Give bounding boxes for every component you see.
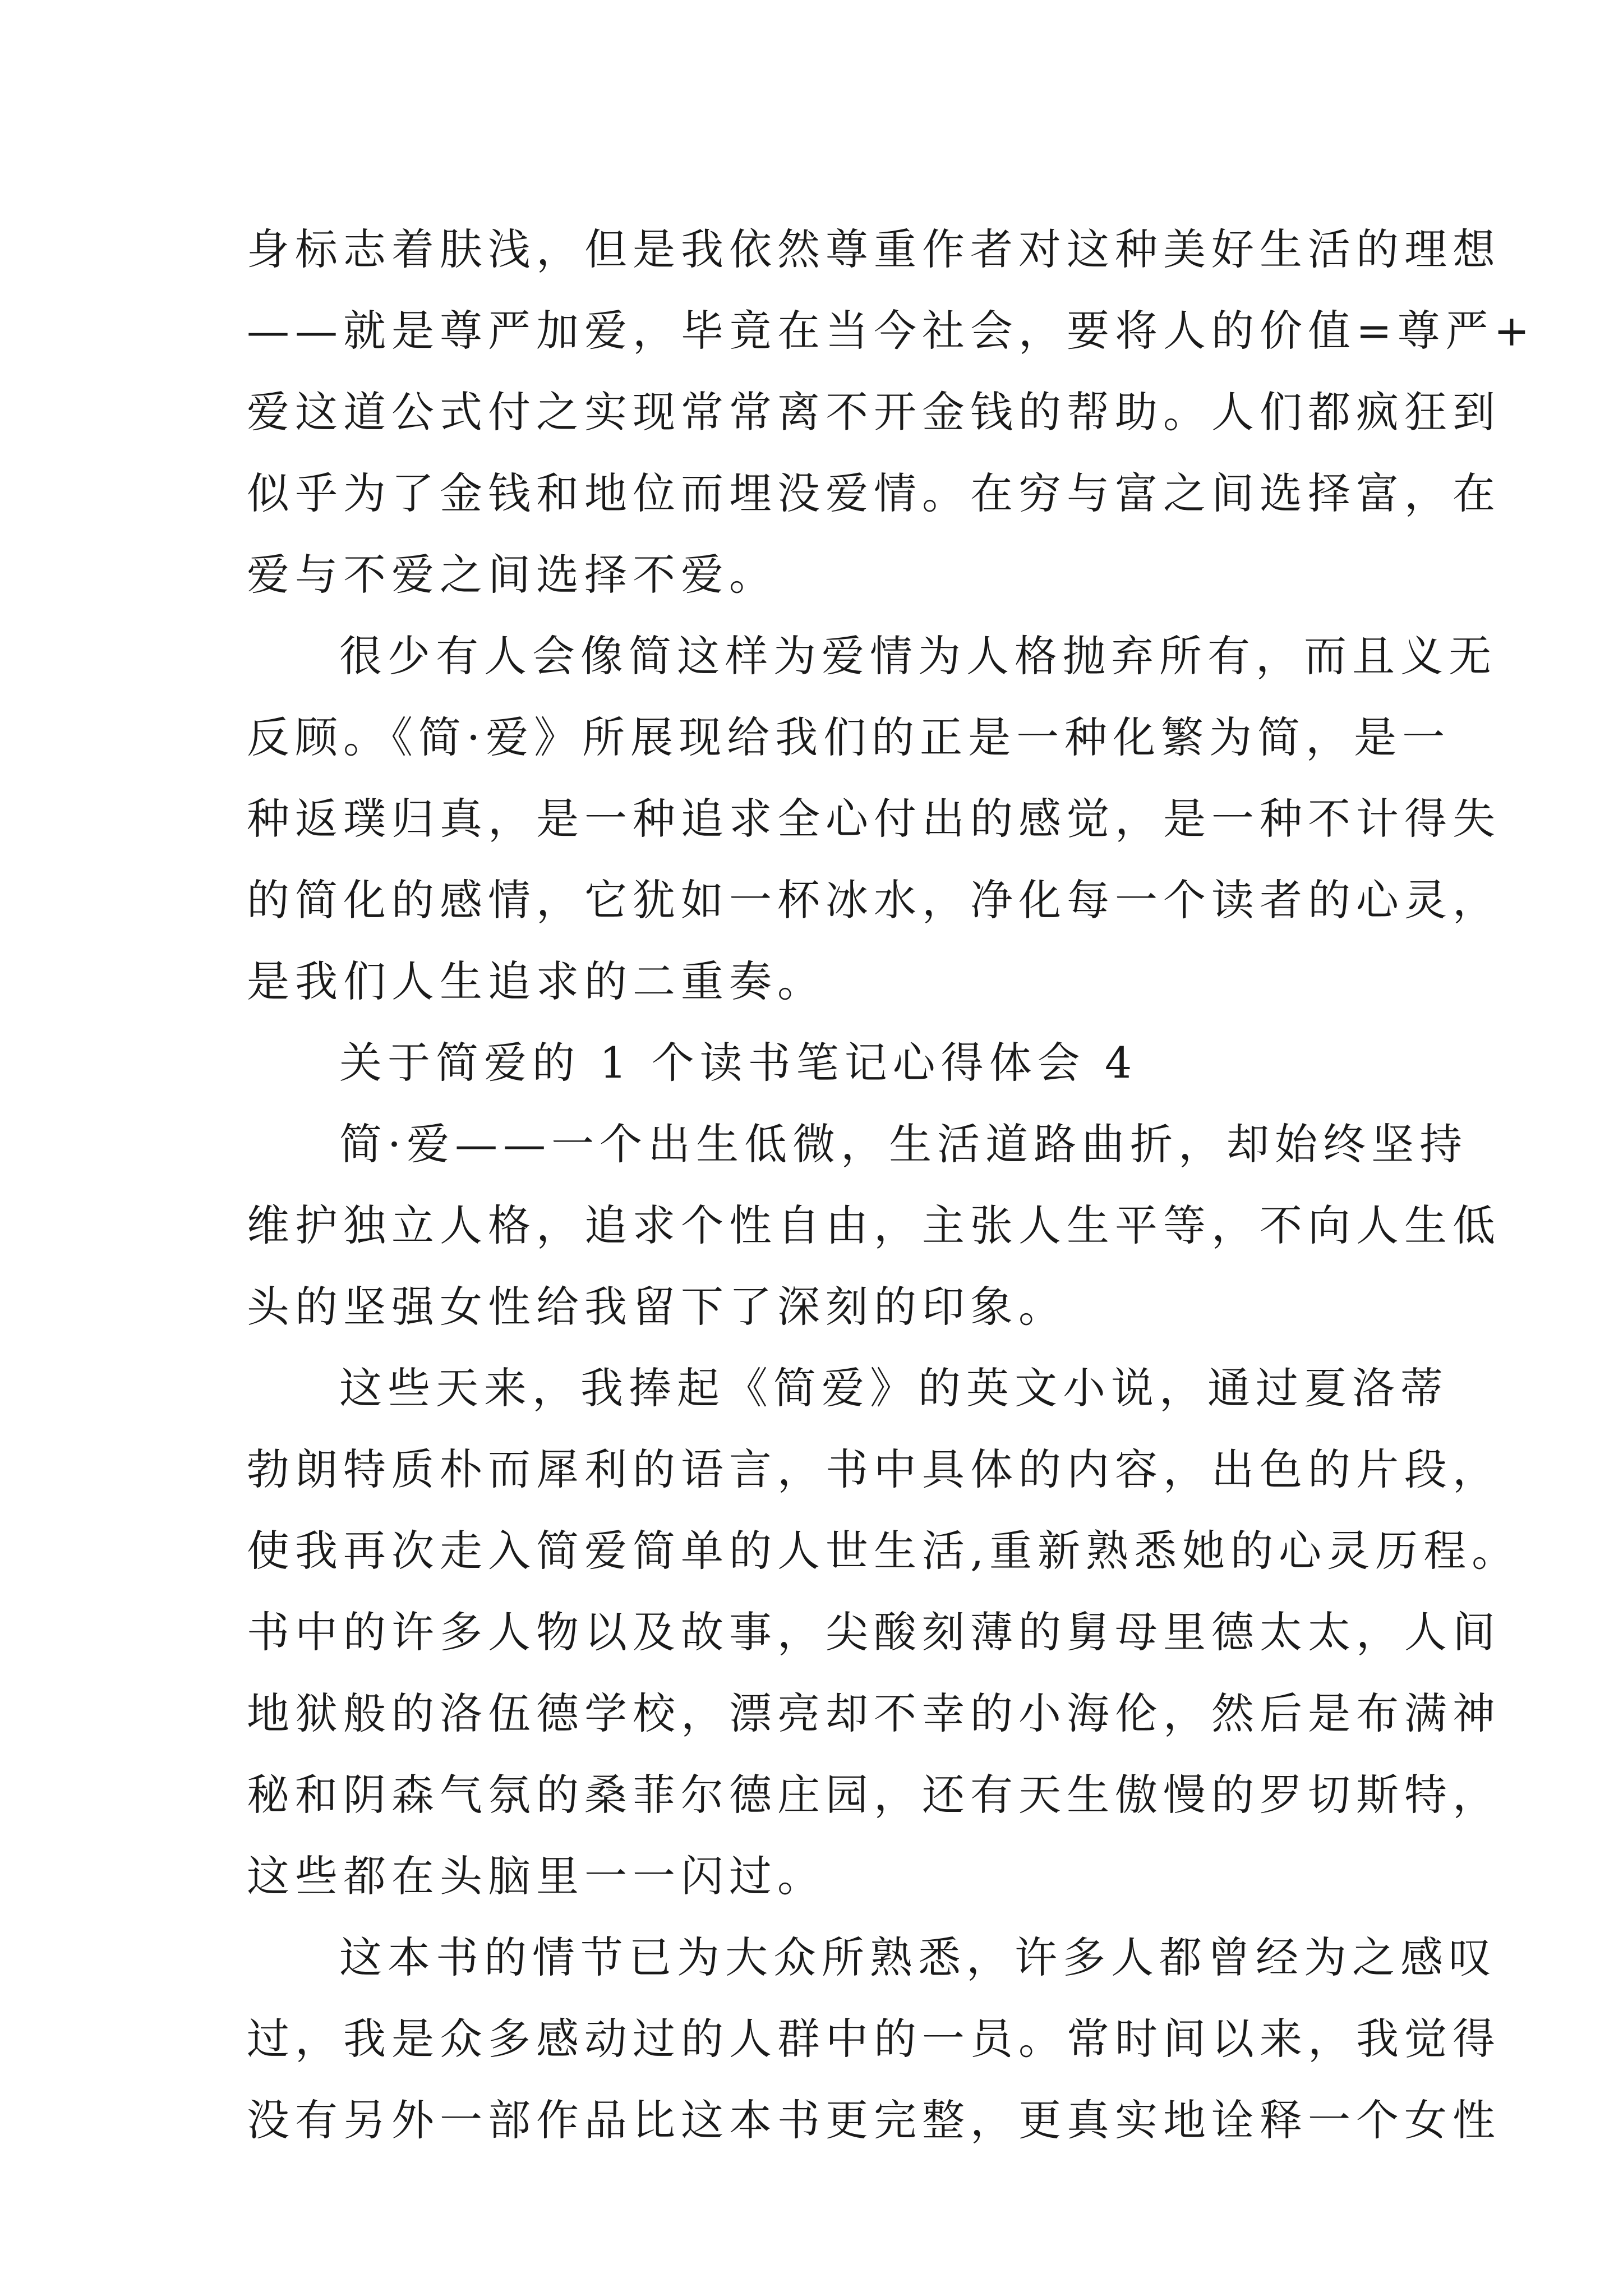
text-line: 秘和阴森气氛的桑菲尔德庄园，还有天生傲慢的罗切斯特， <box>247 1770 1501 1820</box>
text-line: 使我再次走入简爱简单的人世生活,重新熟悉她的心灵历程。 <box>247 1526 1520 1576</box>
text-line: 的简化的感情，它犹如一杯冰水，净化每一个读者的心灵， <box>247 875 1501 925</box>
text-line: 这本书的情节已为大众所熟悉，许多人都曾经为之感叹 <box>339 1932 1497 1982</box>
text-line: 是我们人生追求的二重奏。 <box>247 956 826 1006</box>
text-line: 没有另外一部作品比这本书更完整，更真实地诠释一个女性 <box>247 2095 1501 2145</box>
text-line: 维护独立人格，追求个性自由，主张人生平等，不向人生低 <box>247 1200 1501 1250</box>
text-line: 种返璞归真，是一种追求全心付出的感觉，是一种不计得失 <box>247 794 1501 844</box>
text-line: ——就是尊严加爱，毕竟在当今社会，要将人的价值=尊严+ <box>247 306 1536 356</box>
text-line: 书中的许多人物以及故事，尖酸刻薄的舅母里德太太，人间 <box>247 1607 1501 1657</box>
text-line: 身标志着肤浅，但是我依然尊重作者对这种美好生活的理想 <box>247 224 1501 274</box>
text-line: 地狱般的洛伍德学校，漂亮却不幸的小海伦，然后是布满神 <box>247 1688 1501 1738</box>
text-line: 关于简爱的 1 个读书笔记心得体会 4 <box>339 1038 1138 1088</box>
text-line: 简·爱——一个出生低微，生活道路曲折，却始终坚持 <box>339 1119 1468 1169</box>
text-line: 这些天来，我捧起《简爱》的英文小说，通过夏洛蒂 <box>339 1363 1449 1413</box>
text-line: 头的坚强女性给我留下了深刻的印象。 <box>247 1282 1067 1332</box>
text-line: 反顾。《简·爱》所展现给我们的正是一种化繁为简，是一 <box>247 712 1451 762</box>
text-line: 过，我是众多感动过的人群中的一员。常时间以来，我觉得 <box>247 2014 1501 2064</box>
text-line: 爱这道公式付之实现常常离不开金钱的帮助。人们都疯狂到 <box>247 387 1501 437</box>
text-line: 爱与不爱之间选择不爱。 <box>247 550 777 600</box>
body-text <box>247 209 1536 2161</box>
text-line: 很少有人会像简这样为爱情为人格抛弃所有，而且义无 <box>339 631 1497 681</box>
text-line: 勃朗特质朴而犀利的语言，书中具体的内容，出色的片段， <box>247 1444 1501 1494</box>
text-line: 这些都在头脑里一一闪过。 <box>247 1851 826 1901</box>
text-line: 似乎为了金钱和地位而埋没爱情。在穷与富之间选择富，在 <box>247 468 1501 518</box>
